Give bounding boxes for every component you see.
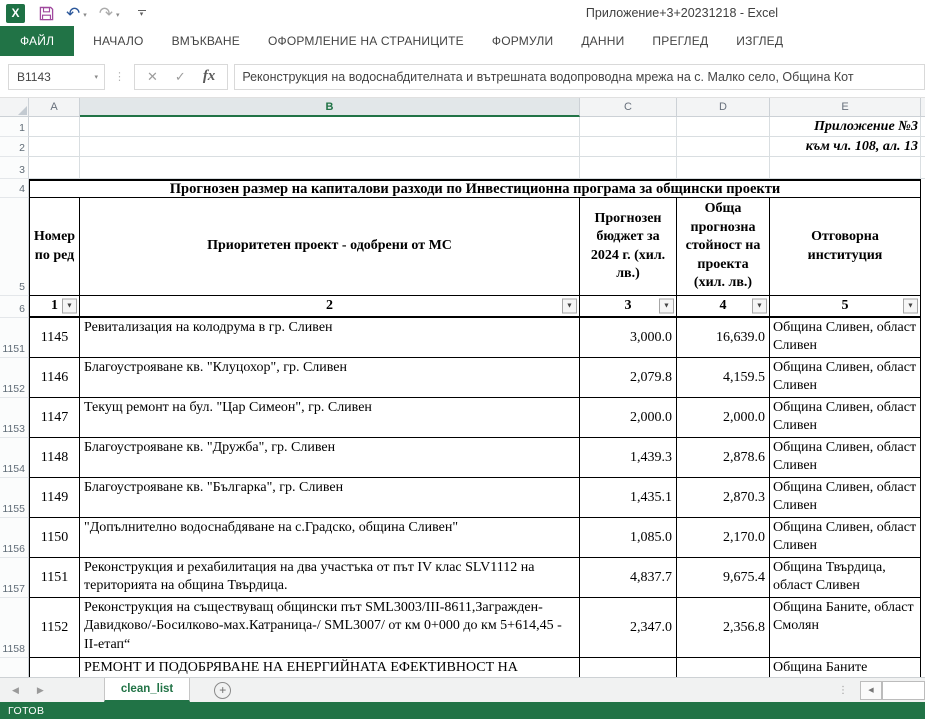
cell-project[interactable]: РЕМОНТ И ПОДОБРЯВАНЕ НА ЕНЕРГИЙНАТА ЕФЕКТИВНОСТ НА <box>80 658 580 677</box>
table-row <box>0 478 925 518</box>
empty-cell[interactable] <box>770 157 921 179</box>
title-bar <box>0 0 925 26</box>
enter-icon[interactable]: ✓ <box>174 68 186 84</box>
grid-filler <box>921 438 925 478</box>
customize-qat-button[interactable] <box>138 10 146 17</box>
grid-filler <box>921 598 925 658</box>
undo-dropdown-icon[interactable]: ▾ <box>83 11 87 19</box>
cell-total[interactable]: 2,356.8 <box>677 598 770 658</box>
grid-row-1 <box>0 117 925 137</box>
formula-input[interactable]: Реконструкция на водоснабдителната и вътрешната водопроводна мрежа на с. Малко село, Община Кот <box>234 64 925 90</box>
filter-dropdown-button[interactable] <box>903 299 918 314</box>
row-header[interactable]: 1158 <box>0 598 29 658</box>
filter-cell-value: 3 <box>624 298 632 313</box>
column-header-a[interactable]: A <box>29 98 80 117</box>
header-cell-project[interactable]: Приоритетен проект - одобрени от МС <box>80 198 580 296</box>
row-header[interactable] <box>0 658 29 677</box>
customize-qat-caret-icon: ▾ <box>139 10 144 18</box>
sheet-nav <box>0 678 74 702</box>
header-cell-budget[interactable]: Прогнозен бюджет за 2024 г. (хил. лв.) <box>580 198 677 296</box>
tab-review[interactable]: ПРЕГЛЕД <box>652 34 709 48</box>
cell-project[interactable]: Ревитализация на колодрума в гр. Сливен <box>80 318 580 358</box>
cell-institution[interactable]: Община Сливен, област Сливен <box>770 398 921 438</box>
scrollbar-grip-icon[interactable]: ⋮ <box>838 684 848 696</box>
horizontal-scrollbar <box>838 678 925 702</box>
grid-filler <box>921 157 925 179</box>
cell-total[interactable]: 2,870.3 <box>677 478 770 518</box>
filter-dropdown-icon: ▼ <box>756 301 763 310</box>
cell-project[interactable]: Благоустрояване кв. "Клуцохор", гр. Сливен <box>80 358 580 398</box>
tab-formulas[interactable]: ФОРМУЛИ <box>491 34 554 48</box>
grid-row-5-headers <box>0 198 925 296</box>
row-header[interactable]: 1156 <box>0 518 29 558</box>
row-header[interactable]: 1152 <box>0 358 29 398</box>
table-row <box>0 598 925 658</box>
row-header[interactable]: 1154 <box>0 438 29 478</box>
filter-dropdown-icon: ▼ <box>66 301 73 310</box>
sheet-next-icon[interactable]: ▶ <box>36 684 44 695</box>
grid-filler <box>921 518 925 558</box>
tab-file[interactable]: ФАЙЛ <box>0 26 74 56</box>
formula-bar-separator-icon: ⋮ <box>114 71 125 83</box>
row-header-4[interactable]: 4 <box>0 179 29 198</box>
cell-total[interactable]: 2,000.0 <box>677 398 770 438</box>
filter-cell-1[interactable] <box>29 296 80 318</box>
cell-project[interactable]: Текущ ремонт на бул. "Цар Симеон", гр. Сливен <box>80 398 580 438</box>
empty-cell[interactable] <box>677 157 770 179</box>
status-text: ГОТОВ <box>8 704 45 717</box>
empty-cell[interactable] <box>29 117 80 137</box>
status-bar <box>0 702 925 719</box>
cell-total[interactable]: 16,639.0 <box>677 318 770 358</box>
cell-budget[interactable]: 2,000.0 <box>580 398 677 438</box>
row-header-6[interactable]: 6 <box>0 296 29 318</box>
cell-number[interactable]: 1151 <box>29 558 80 598</box>
name-box-dropdown-icon[interactable]: ▾ <box>94 73 98 81</box>
cell-number[interactable]: 1147 <box>29 398 80 438</box>
excel-logo-icon[interactable]: X <box>6 4 25 23</box>
grid-row-6-filters <box>0 296 925 318</box>
filter-cell-4[interactable] <box>677 296 770 318</box>
cell-budget[interactable]: 1,085.0 <box>580 518 677 558</box>
redo-dropdown-icon[interactable]: ▾ <box>116 11 120 19</box>
grid-row-3 <box>0 157 925 179</box>
filter-cell-value: 4 <box>719 298 727 313</box>
row-header[interactable]: 1151 <box>0 318 29 358</box>
filter-cell-value: 1 <box>51 298 58 313</box>
cell-project[interactable]: Реконструкция на съществуващ общински път SML3003/III-8611,Загражден-Давидково/-Босилково-мах.Катраница-/ SML3007/ от км 0+000 до км 5+614,45 - II-етап“ <box>80 598 580 658</box>
sheet-tab-bar <box>0 677 925 702</box>
cell-budget[interactable]: 4,837.7 <box>580 558 677 598</box>
cell-total[interactable]: 9,675.4 <box>677 558 770 598</box>
scroll-left-button[interactable] <box>860 681 882 700</box>
data-rows <box>0 318 925 677</box>
row-header-3[interactable]: 3 <box>0 157 29 179</box>
cell-budget[interactable]: 1,439.3 <box>580 438 677 478</box>
tab-home[interactable]: НАЧАЛО <box>93 34 144 48</box>
cell-institution[interactable]: Община Сливен, област Сливен <box>770 518 921 558</box>
cell-institution[interactable]: Община Сливен, област Сливен <box>770 318 921 358</box>
grid-filler <box>921 117 925 137</box>
empty-cell[interactable] <box>677 137 770 157</box>
header-cell-institution[interactable]: Отговорна институция <box>770 198 921 296</box>
empty-cell[interactable] <box>29 137 80 157</box>
tab-view[interactable]: ИЗГЛЕД <box>736 34 784 48</box>
save-icon <box>39 6 54 21</box>
grid-filler <box>921 296 925 318</box>
cell-number[interactable]: 1150 <box>29 518 80 558</box>
row-header[interactable]: 1153 <box>0 398 29 438</box>
grid-row-2 <box>0 137 925 157</box>
column-header-e[interactable]: E <box>770 98 921 117</box>
empty-cell[interactable] <box>80 157 580 179</box>
column-header-c[interactable]: C <box>580 98 677 117</box>
name-box[interactable] <box>8 64 105 90</box>
table-row <box>0 318 925 358</box>
column-header-b-selected[interactable]: B <box>80 98 580 117</box>
cell-project[interactable]: Благоустрояване кв. "Българка", гр. Сливен <box>80 478 580 518</box>
grid-filler <box>921 558 925 598</box>
cell-total[interactable]: 2,170.0 <box>677 518 770 558</box>
filter-cell-value: 5 <box>841 298 849 313</box>
filter-dropdown-icon: ▼ <box>566 301 573 310</box>
cell-institution[interactable]: Община Баните, област Смолян <box>770 598 921 658</box>
tab-data[interactable]: ДАННИ <box>581 34 625 48</box>
empty-cell[interactable] <box>80 117 580 137</box>
cell-institution[interactable]: Община Сливен, област Сливен <box>770 438 921 478</box>
redo-button[interactable] <box>98 3 120 23</box>
filter-cell-2[interactable] <box>80 296 580 318</box>
grid-filler <box>921 478 925 518</box>
cell-institution[interactable]: Община Сливен, област Сливен <box>770 358 921 398</box>
undo-button[interactable] <box>66 3 87 23</box>
grid-filler <box>921 398 925 438</box>
tab-insert[interactable]: ВМЪКВАНЕ <box>171 34 240 48</box>
scrollbar-thumb[interactable] <box>882 681 925 700</box>
tab-page-layout[interactable]: ОФОРМЛЕНИЕ НА СТРАНИЦИТЕ <box>267 34 464 48</box>
window-title: Приложение+3+20231218 - Excel <box>585 6 779 20</box>
sheet-prev-icon[interactable]: ◀ <box>12 684 19 695</box>
header-cell-number[interactable]: Номер по ред <box>29 198 80 296</box>
quick-access-toolbar <box>6 4 146 23</box>
header-cell-total[interactable]: Обща прогнозна стойност на проекта (хил. лв.) <box>677 198 770 296</box>
cell-number[interactable]: 1152 <box>29 598 80 658</box>
cell-institution[interactable]: Община Твърдица, област Сливен <box>770 558 921 598</box>
table-row <box>0 558 925 598</box>
table-row <box>0 358 925 398</box>
cancel-icon[interactable]: ✕ <box>147 68 158 84</box>
filter-dropdown-button[interactable] <box>62 299 77 314</box>
cell-institution[interactable]: Община Баните <box>770 658 921 677</box>
cell-budget[interactable]: 3,000.0 <box>580 318 677 358</box>
cell-budget[interactable]: 1,435.1 <box>580 478 677 518</box>
cell-project[interactable]: "Допълнително водоснабдяване на с.Градско, община Сливен" <box>80 518 580 558</box>
grid-filler <box>921 318 925 358</box>
filter-dropdown-icon: ▼ <box>663 301 670 310</box>
ribbon-tab-bar <box>0 26 925 56</box>
table-title-cell[interactable]: Прогнозен размер на капиталови разходи по Инвестиционна програма за общински проекти <box>29 179 921 198</box>
filter-dropdown-button[interactable] <box>752 299 767 314</box>
annotation-cell-2[interactable]: към чл. 108, ал. 13 <box>770 137 921 157</box>
undo-icon: ↶ <box>66 3 81 23</box>
cell-number[interactable]: 1149 <box>29 478 80 518</box>
empty-cell[interactable] <box>580 157 677 179</box>
empty-cell[interactable] <box>29 157 80 179</box>
cell-budget[interactable] <box>580 658 677 677</box>
cell-total[interactable] <box>677 658 770 677</box>
insert-function-icon[interactable]: fx <box>202 68 216 84</box>
cell-number[interactable]: 1146 <box>29 358 80 398</box>
table-row <box>0 398 925 438</box>
formula-buttons <box>134 64 228 90</box>
name-box-value: B1143 <box>17 69 51 84</box>
spreadsheet-grid <box>0 98 925 677</box>
table-row <box>0 518 925 558</box>
select-all-corner[interactable] <box>0 98 29 117</box>
empty-cell[interactable] <box>677 117 770 137</box>
cell-budget[interactable]: 2,079.8 <box>580 358 677 398</box>
cell-project[interactable]: Реконструкция и рехабилитация на два участъка от път IV клас SLV1112 на територията на община Твърдица. <box>80 558 580 598</box>
row-header-1[interactable]: 1 <box>0 117 29 137</box>
scroll-left-icon: ◀ <box>868 687 874 694</box>
sheet-tab-clean-list[interactable]: clean_list <box>104 678 190 702</box>
filter-dropdown-button[interactable] <box>562 299 577 314</box>
empty-cell[interactable] <box>580 137 677 157</box>
cell-total[interactable]: 2,878.6 <box>677 438 770 478</box>
cell-institution[interactable]: Община Сливен, област Сливен <box>770 478 921 518</box>
empty-cell[interactable] <box>80 137 580 157</box>
grid-filler <box>921 179 925 198</box>
cell-budget[interactable]: 2,347.0 <box>580 598 677 658</box>
table-row <box>0 438 925 478</box>
table-row <box>0 658 925 677</box>
redo-icon: ↷ <box>98 3 114 23</box>
row-header[interactable]: 1155 <box>0 478 29 518</box>
filter-cell-value: 2 <box>326 298 333 313</box>
filter-dropdown-icon: ▼ <box>907 301 914 310</box>
filter-cell-5[interactable] <box>770 296 921 318</box>
cell-total[interactable]: 4,159.5 <box>677 358 770 398</box>
grid-filler <box>921 198 925 296</box>
row-header-2[interactable]: 2 <box>0 137 29 157</box>
grid-filler <box>921 658 925 677</box>
add-sheet-button[interactable]: + <box>214 682 231 699</box>
column-header-rest <box>921 98 925 117</box>
cell-number[interactable]: 1145 <box>29 318 80 358</box>
annotation-cell-1[interactable]: Приложение №3 <box>770 117 921 137</box>
row-header[interactable]: 1157 <box>0 558 29 598</box>
empty-cell[interactable] <box>580 117 677 137</box>
grid-row-4 <box>0 179 925 198</box>
grid-filler <box>921 137 925 157</box>
filter-dropdown-button[interactable] <box>659 299 674 314</box>
grid-filler <box>921 358 925 398</box>
row-header-5[interactable]: 5 <box>0 198 29 296</box>
cell-number[interactable] <box>29 658 80 677</box>
save-button[interactable] <box>39 6 54 21</box>
column-header-d[interactable]: D <box>677 98 770 117</box>
formula-bar <box>0 56 925 98</box>
cell-number[interactable]: 1148 <box>29 438 80 478</box>
filter-cell-3[interactable] <box>580 296 677 318</box>
cell-project[interactable]: Благоустрояване кв. "Дружба", гр. Сливен <box>80 438 580 478</box>
column-header-row <box>0 98 925 117</box>
